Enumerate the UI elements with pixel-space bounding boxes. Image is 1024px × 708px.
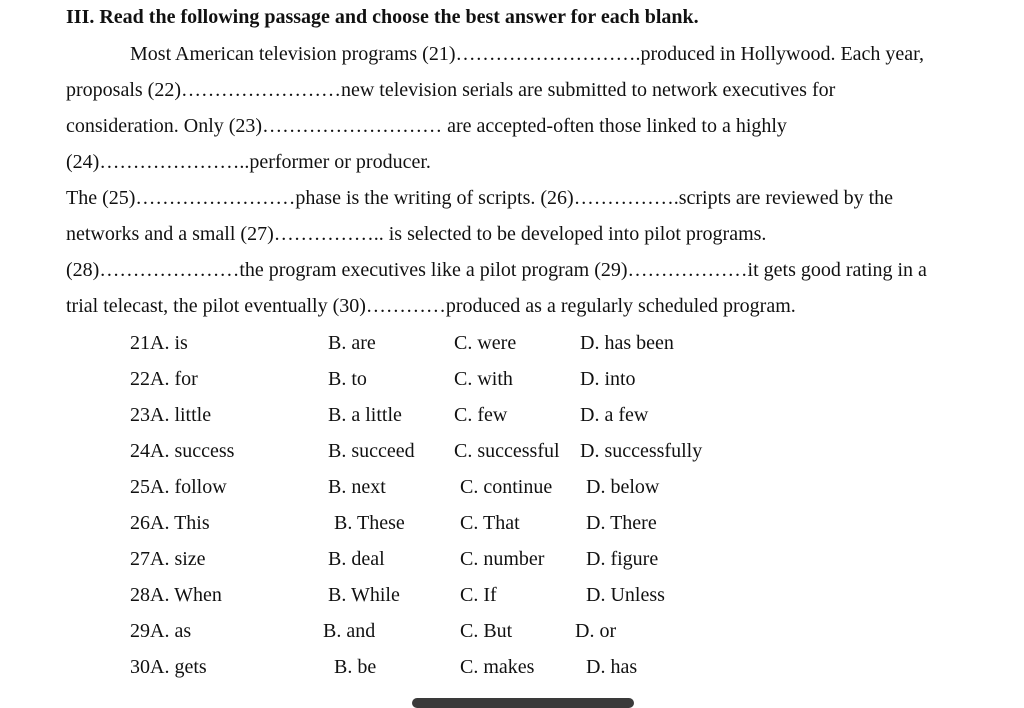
question-24-option-a: 24A. success — [130, 440, 235, 462]
passage-line-5: The (25)……………………phase is the writing of scripts. (26)…………….scripts are reviewed by the — [66, 187, 894, 209]
question-28-option-b: B. While — [328, 584, 400, 606]
passage-line-7: (28)…………………the program executives like a pilot program (29)………………it gets good rating in a — [66, 259, 927, 281]
question-26-option-b: B. These — [334, 512, 405, 534]
question-27-option-b: B. deal — [328, 548, 385, 570]
question-22-option-d: D. into — [580, 368, 636, 390]
question-29-option-b: B. and — [323, 620, 376, 642]
question-28-option-d: D. Unless — [586, 584, 665, 606]
question-24-option-d: D. successfully — [580, 440, 703, 462]
question-21-option-c: C. were — [454, 332, 517, 354]
question-23-option-d: D. a few — [580, 404, 649, 426]
question-26-option-d: D. There — [586, 512, 657, 534]
passage-line-8: trial telecast, the pilot eventually (30)…………produced as a regularly scheduled program. — [66, 295, 796, 317]
question-21-option-d: D. has been — [580, 332, 674, 354]
question-30-option-a: 30A. gets — [130, 656, 207, 678]
question-27-option-d: D. figure — [586, 548, 659, 570]
question-22-option-b: B. to — [328, 368, 367, 390]
question-21-option-a: 21A. is — [130, 332, 188, 354]
passage-line-1: Most American television programs (21)……………………….produced in Hollywood. Each year, — [130, 43, 925, 65]
question-30-option-b: B. be — [334, 656, 377, 678]
question-26-option-a: 26A. This — [130, 512, 210, 534]
question-30-option-c: C. makes — [460, 656, 535, 678]
question-23-option-c: C. few — [454, 404, 508, 426]
question-25-option-b: B. next — [328, 476, 386, 498]
question-21-option-b: B. are — [328, 332, 376, 354]
question-28-option-c: C. If — [460, 584, 497, 606]
passage-line-2: proposals (22)……………………new television serials are submitted to network executives for — [66, 79, 836, 101]
question-28-option-a: 28A. When — [130, 584, 222, 606]
question-27-option-a: 27A. size — [130, 548, 206, 570]
passage-line-3: consideration. Only (23)……………………… are accepted-often those linked to a highly — [66, 115, 787, 137]
passage-line-6: networks and a small (27)…………….. is selected to be developed into pilot programs. — [66, 223, 767, 245]
question-22-option-c: C. with — [454, 368, 513, 390]
question-24-option-b: B. succeed — [328, 440, 415, 462]
question-25-option-c: C. continue — [460, 476, 553, 498]
question-23-option-a: 23A. little — [130, 404, 212, 426]
question-22-option-a: 22A. for — [130, 368, 198, 390]
question-30-option-d: D. has — [586, 656, 638, 678]
question-29-option-d: D. or — [575, 620, 617, 642]
section-heading: III. Read the following passage and choose the best answer for each blank. — [66, 6, 699, 28]
question-26-option-c: C. That — [460, 512, 520, 534]
question-25-option-a: 25A. follow — [130, 476, 227, 498]
passage-line-4: (24)…………………..performer or producer. — [66, 151, 431, 173]
question-24-option-c: C. successful — [454, 440, 560, 462]
question-29-option-a: 29A. as — [130, 620, 192, 642]
question-27-option-c: C. number — [460, 548, 545, 570]
question-29-option-c: C. But — [460, 620, 513, 642]
question-25-option-d: D. below — [586, 476, 660, 498]
scroll-indicator[interactable] — [412, 698, 634, 708]
question-23-option-b: B. a little — [328, 404, 402, 426]
